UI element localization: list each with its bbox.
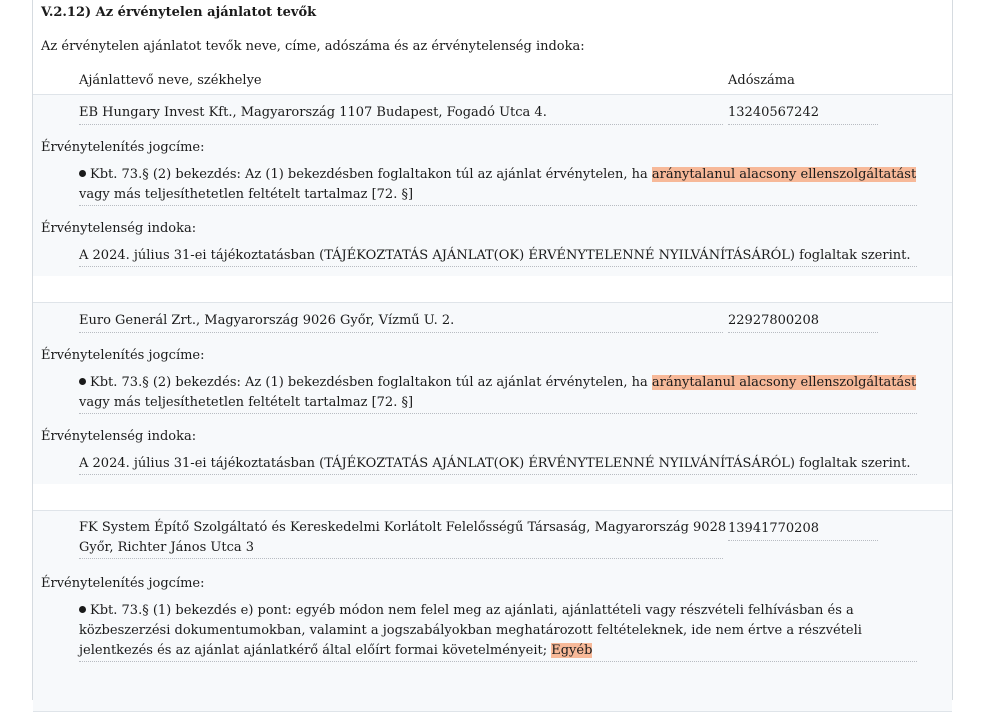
- document-frame: [32, 0, 953, 700]
- section-intro: Az érvénytelen ajánlatot tevők neve, címe, adószáma és az érvénytelenség indoka:: [41, 39, 585, 54]
- entry-spacer: [33, 484, 952, 509]
- legal-basis-text: Kbt. 73.§ (1) bekezdés e) pont: egyéb módon nem felel meg az ajánlati, ajánlattételi vagy részvételi felhívásban és a közbeszerzési dokumentumokban, valamint a jogszabályokban meghatározott feltételeknek, ide nem értve a részvételi jelentkezés és az ajánlat ajánlatkérő által előírt formai követelményeit; Egyéb: [79, 601, 917, 662]
- bidder-entry: [33, 302, 952, 485]
- legal-basis-text: Kbt. 73.§ (2) bekezdés: Az (1) bekezdésben foglaltakon túl az ajánlat érvénytelen, ha aránytalanul alacsony ellenszolgáltatást vagy más teljesíthetetlen feltételt tartalmaz [72. §]: [79, 165, 917, 206]
- bidder-name: EB Hungary Invest Kft., Magyarország 1107 Budapest, Fogadó Utca 4.: [79, 105, 723, 125]
- highlight: aránytalanul alacsony ellenszolgáltatást: [651, 375, 917, 390]
- bidder-name: Euro Generál Zrt., Magyarország 9026 Győr, Vízmű U. 2.: [79, 313, 723, 333]
- bullet-icon: [79, 170, 86, 177]
- highlight: Egyéb: [551, 643, 593, 658]
- bullet-icon: [79, 606, 86, 613]
- bidder-tax-number: 13941770208: [728, 521, 878, 541]
- reason-text: A 2024. július 31-ei tájékoztatásban (TÁJÉKOZTATÁS AJÁNLAT(OK) ÉRVÉNYTELENNÉ NYILVÁNÍTÁSÁRÓL) foglaltak szerint.: [79, 454, 917, 475]
- bidder-entry: [33, 94, 952, 277]
- entry-spacer: [33, 276, 952, 301]
- reason-label: Érvénytelenség indoka:: [41, 221, 197, 236]
- legal-basis-label: Érvénytelenítés jogcíme:: [41, 576, 205, 591]
- bullet-icon: [79, 378, 86, 385]
- legal-basis-text: Kbt. 73.§ (2) bekezdés: Az (1) bekezdésben foglaltakon túl az ajánlat érvénytelen, ha aránytalanul alacsony ellenszolgáltatást vagy más teljesíthetetlen feltételt tartalmaz [72. §]: [79, 373, 917, 414]
- bidder-tax-number: 13240567242: [728, 105, 878, 125]
- highlight: aránytalanul alacsony ellenszolgáltatást: [651, 167, 917, 182]
- reason-text: A 2024. július 31-ei tájékoztatásban (TÁJÉKOZTATÁS AJÁNLAT(OK) ÉRVÉNYTELENNÉ NYILVÁNÍTÁSÁRÓL) foglaltak szerint.: [79, 246, 917, 267]
- legal-basis-label: Érvénytelenítés jogcíme:: [41, 348, 205, 363]
- reason-label: Érvénytelenség indoka:: [41, 429, 197, 444]
- bidder-entry: [33, 510, 952, 712]
- column-header-name: Ajánlattevő neve, székhelye: [79, 73, 262, 88]
- bidder-name: FK System Építő Szolgáltató és Kereskedelmi Korlátolt Felelősségű Társaság, Magyarország 9028 Győr, Richter János Utca 3: [79, 518, 723, 559]
- legal-basis-label: Érvénytelenítés jogcíme:: [41, 140, 205, 155]
- column-header-tax: Adószáma: [728, 73, 795, 88]
- bidder-tax-number: 22927800208: [728, 313, 878, 333]
- section-title: V.2.12) Az érvénytelen ajánlatot tevők: [41, 5, 317, 20]
